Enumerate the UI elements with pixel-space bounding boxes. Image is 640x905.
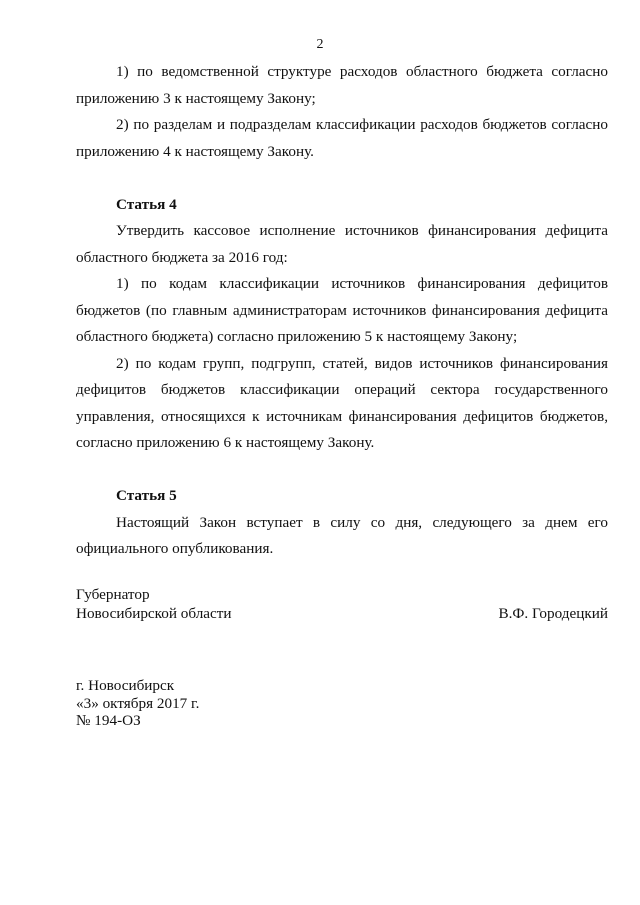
signatory-name: В.Ф. Городецкий [498, 605, 608, 622]
spacer [76, 165, 608, 192]
article-4-item-2: 2) по кодам групп, подгрупп, статей, видов источников финансирования дефицитов бюджетов классификации операций сектора государственного управления, относящихся к источникам финансирования дефицитов бюджетов, согласно приложению 6 к настоящему Закону. [76, 354, 608, 451]
signature-block [76, 585, 608, 623]
document-body [76, 59, 608, 563]
article-4-item-1: 1) по кодам классификации источников финансирования дефицитов бюджетов (по главным администраторам источников финансирования дефицита областного бюджета) согласно приложению 5 к настоящему Закону; [76, 275, 608, 345]
list-item-expenditure-structure: 1) по ведомственной структуре расходов областного бюджета согласно приложению 3 к настоящему Закону; [76, 63, 608, 107]
signature-row [76, 604, 608, 623]
document-number: № 194-ОЗ [76, 712, 141, 729]
article-4-intro: Утвердить кассовое исполнение источников финансирования дефицита областного бюджета за 2016 год: [76, 222, 608, 266]
page-number: 2 [316, 37, 324, 52]
article-5-heading: Статья 5 [116, 487, 177, 504]
article-5-text: Настоящий Закон вступает в силу со дня, следующего за днем его официального опубликования. [76, 513, 608, 557]
place-date-block [76, 677, 199, 730]
list-item-sections-classification: 2) по разделам и подразделам классификации расходов бюджетов согласно приложению 4 к настоящему Закону. [76, 116, 608, 160]
document-date: «3» октября 2017 г. [76, 694, 200, 712]
spacer [76, 457, 608, 484]
signatory-title: Губернатор [76, 586, 150, 603]
place-city: г. Новосибирск [76, 677, 175, 694]
article-4-heading: Статья 4 [116, 195, 177, 213]
signatory-region: Новосибирской области [76, 605, 232, 622]
